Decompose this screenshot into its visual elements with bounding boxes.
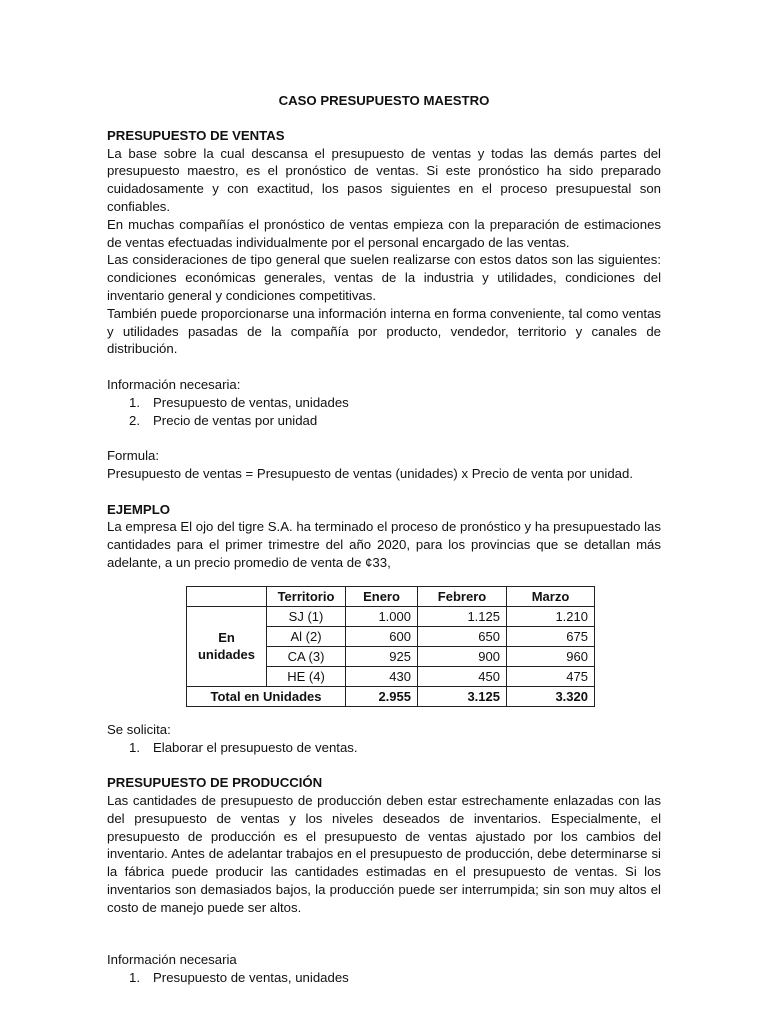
territory-cell: Al (2) bbox=[267, 626, 346, 646]
value-cell: 1.000 bbox=[346, 606, 418, 626]
column-header: Febrero bbox=[418, 586, 507, 606]
list-item bbox=[107, 739, 661, 757]
column-header: Enero bbox=[346, 586, 418, 606]
info-label: Información necesaria bbox=[107, 952, 237, 968]
formula-label: Formula: bbox=[107, 448, 160, 464]
value-cell: 900 bbox=[418, 646, 507, 666]
list-number: 1. bbox=[129, 970, 140, 986]
paragraph: La base sobre la cual descansa el presupuesto de ventas y todas las demás partes del presupuesto maestro, es el pronóstico de ventas. Si este pronóstico ha sido preparado cuidadosamente y con exactitud, los pasos siguientes en el proceso presupuestal son confiables. bbox=[107, 145, 661, 214]
list-item bbox=[107, 394, 661, 412]
section-heading-produccion: PRESUPUESTO DE PRODUCCIÓN bbox=[107, 775, 323, 791]
list-text: Presupuesto de ventas, unidades bbox=[153, 394, 349, 410]
paragraph: Las consideraciones de tipo general que suelen realizarse con estos datos son las siguientes: condiciones económicas generales, ventas de la industria y utilidades, condiciones del inventario general y condiciones competitivas. bbox=[107, 252, 661, 303]
list-text: Precio de ventas por unidad bbox=[153, 412, 318, 428]
solicita-list bbox=[107, 739, 661, 757]
table-header-row bbox=[187, 586, 595, 606]
value-cell: 450 bbox=[418, 666, 507, 686]
total-value-cell: 3.125 bbox=[418, 686, 507, 706]
territory-cell: HE (4) bbox=[267, 666, 346, 686]
info-list bbox=[107, 394, 661, 430]
document-title: CASO PRESUPUESTO MAESTRO bbox=[278, 93, 490, 108]
value-cell: 925 bbox=[346, 646, 418, 666]
list-number: 1. bbox=[129, 739, 140, 755]
total-value-cell: 3.320 bbox=[507, 686, 595, 706]
value-cell: 960 bbox=[507, 646, 595, 666]
document-page bbox=[107, 92, 661, 987]
group-label-line: unidades bbox=[197, 647, 256, 663]
sales-table bbox=[186, 586, 595, 707]
table-row bbox=[187, 606, 595, 626]
value-cell: 475 bbox=[507, 666, 595, 686]
territory-cell: SJ (1) bbox=[267, 606, 346, 626]
paragraph: En muchas compañías el pronóstico de ventas empieza con la preparación de estimaciones de ventas efectuadas individualmente por el personal encargado de las ventas. bbox=[107, 216, 661, 250]
value-cell: 650 bbox=[418, 626, 507, 646]
value-cell: 1.210 bbox=[507, 606, 595, 626]
formula-text: Presupuesto de ventas = Presupuesto de ventas (unidades) x Precio de venta por unidad. bbox=[107, 465, 634, 481]
total-value-cell: 2.955 bbox=[346, 686, 418, 706]
list-number: 2. bbox=[129, 412, 140, 428]
value-cell: 600 bbox=[346, 626, 418, 646]
value-cell: 1.125 bbox=[418, 606, 507, 626]
section-heading-ventas: PRESUPUESTO DE VENTAS bbox=[107, 127, 285, 143]
list-item bbox=[107, 412, 661, 430]
column-header: Marzo bbox=[507, 586, 595, 606]
section-heading-ejemplo: EJEMPLO bbox=[107, 501, 171, 517]
table-corner-cell bbox=[187, 586, 267, 606]
list-text: Presupuesto de ventas, unidades bbox=[153, 970, 349, 986]
value-cell: 675 bbox=[507, 626, 595, 646]
solicita-label: Se solicita: bbox=[107, 721, 171, 737]
value-cell: 430 bbox=[346, 666, 418, 686]
territory-cell: CA (3) bbox=[267, 646, 346, 666]
paragraph: Las cantidades de presupuesto de producción deben estar estrechamente enlazadas con las del presupuesto de ventas y los niveles deseados de inventarios. Especialmente, el presupuesto de producción es el presupuesto de ventas ajustado por los cambios del inventario. Antes de adelantar trabajos en el presupuesto de producción, debe determinarse si la fábrica puede producir las cantidades estimadas en el presupuesto de ventas. Si los inventarios son demasiados bajos, la producción puede ser interrumpida; sin son muy altos el costo de manejo puede ser altos. bbox=[107, 792, 661, 915]
list-text: Elaborar el presupuesto de ventas. bbox=[153, 739, 358, 755]
paragraph: La empresa El ojo del tigre S.A. ha terminado el proceso de pronóstico y ha presupuestado las cantidades para el primer trimestre del año 2020, para los provincias que se detallan más adelante, a un precio promedio de venta de ¢33, bbox=[107, 519, 661, 570]
total-label-cell: Total en Unidades bbox=[187, 686, 346, 706]
list-item bbox=[107, 969, 661, 987]
group-label-cell bbox=[187, 606, 267, 686]
group-label-line: En bbox=[218, 630, 235, 646]
info-label: Información necesaria: bbox=[107, 376, 241, 392]
table-total-row bbox=[187, 686, 595, 706]
paragraph: También puede proporcionarse una información interna en forma conveniente, tal como ventas y utilidades pasadas de la compañía por producto, vendedor, territorio y canales de distribución. bbox=[107, 305, 661, 357]
list-number: 1. bbox=[129, 394, 140, 410]
column-header: Territorio bbox=[267, 586, 346, 606]
info-list bbox=[107, 969, 661, 987]
